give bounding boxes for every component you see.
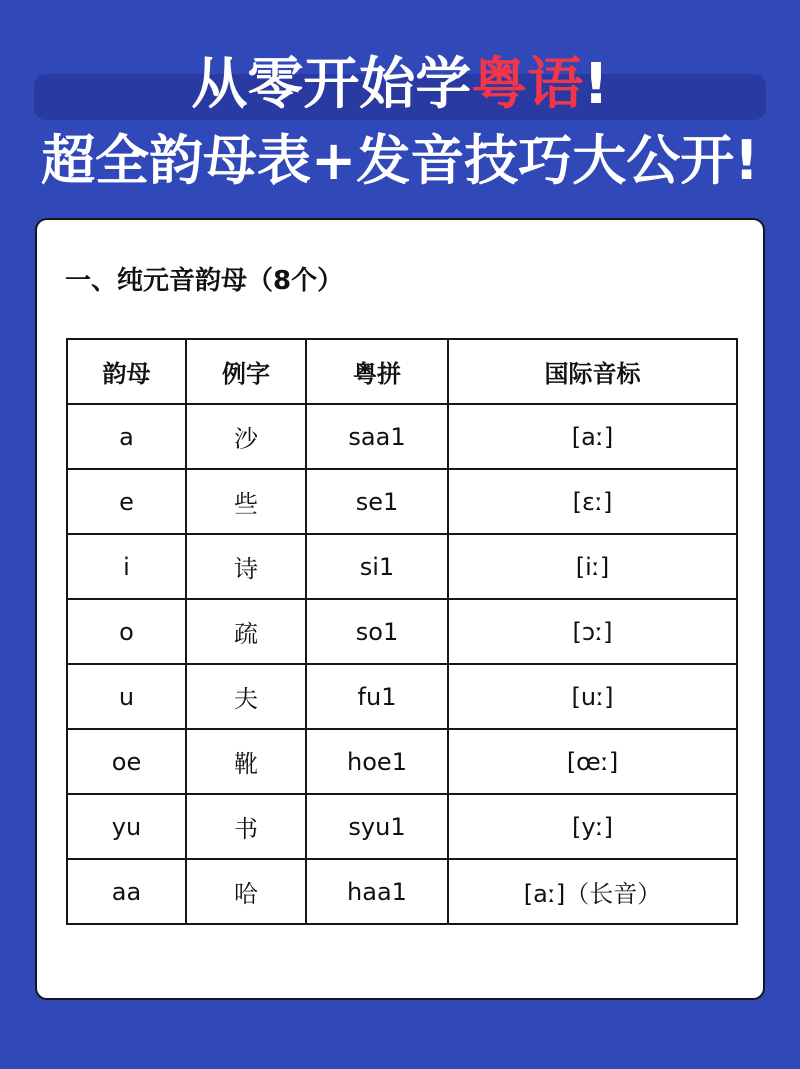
cell-ipa: [yː] [448,794,737,859]
cell-final: oe [67,729,186,794]
cell-jyutping: saa1 [306,404,448,469]
title-prefix: 从零开始学 [191,52,472,117]
table-row [67,404,737,469]
cell-ipa: [iː] [448,534,737,599]
table-row [67,664,737,729]
cell-jyutping: si1 [306,534,448,599]
cell-jyutping: syu1 [306,794,448,859]
vowel-table [66,338,738,925]
title-accent: 粤语 [471,52,584,117]
cell-final: o [67,599,186,664]
cell-jyutping: se1 [306,469,448,534]
cell-example: 哈 [186,859,306,924]
cell-jyutping: hoe1 [306,729,448,794]
table-row [67,534,737,599]
cell-final: e [67,469,186,534]
cell-jyutping: haa1 [306,859,448,924]
cell-jyutping: fu1 [306,664,448,729]
table-row [67,599,737,664]
cell-final: a [67,404,186,469]
cell-example: 疏 [186,599,306,664]
page-title-line-1 [0,52,800,118]
table-row [67,859,737,924]
cell-ipa: [aː]（长音） [448,859,737,924]
table-row [67,794,737,859]
cell-ipa: [aː] [448,404,737,469]
cell-final: aa [67,859,186,924]
cell-example: 靴 [186,729,306,794]
cell-example: 些 [186,469,306,534]
title-suffix: ! [583,52,609,117]
header-example: 例字 [186,339,306,404]
cell-jyutping: so1 [306,599,448,664]
cell-ipa: [ɔː] [448,599,737,664]
cell-example: 诗 [186,534,306,599]
cell-example: 沙 [186,404,306,469]
cell-ipa: [œː] [448,729,737,794]
cell-final: i [67,534,186,599]
cell-final: yu [67,794,186,859]
cell-example: 夫 [186,664,306,729]
table-row [67,469,737,534]
cell-ipa: [uː] [448,664,737,729]
cell-ipa: [ɛː] [448,469,737,534]
content-card [35,218,765,1000]
header-final: 韵母 [67,339,186,404]
cell-example: 书 [186,794,306,859]
header-jyutping: 粤拼 [306,339,448,404]
section-heading: 一、纯元音韵母（8个） [65,266,344,296]
table-row [67,729,737,794]
page-title-line-2: 超全韵母表+发音技巧大公开! [41,129,759,192]
cell-final: u [67,664,186,729]
header-ipa: 国际音标 [448,339,737,404]
table-header-row [67,339,737,404]
